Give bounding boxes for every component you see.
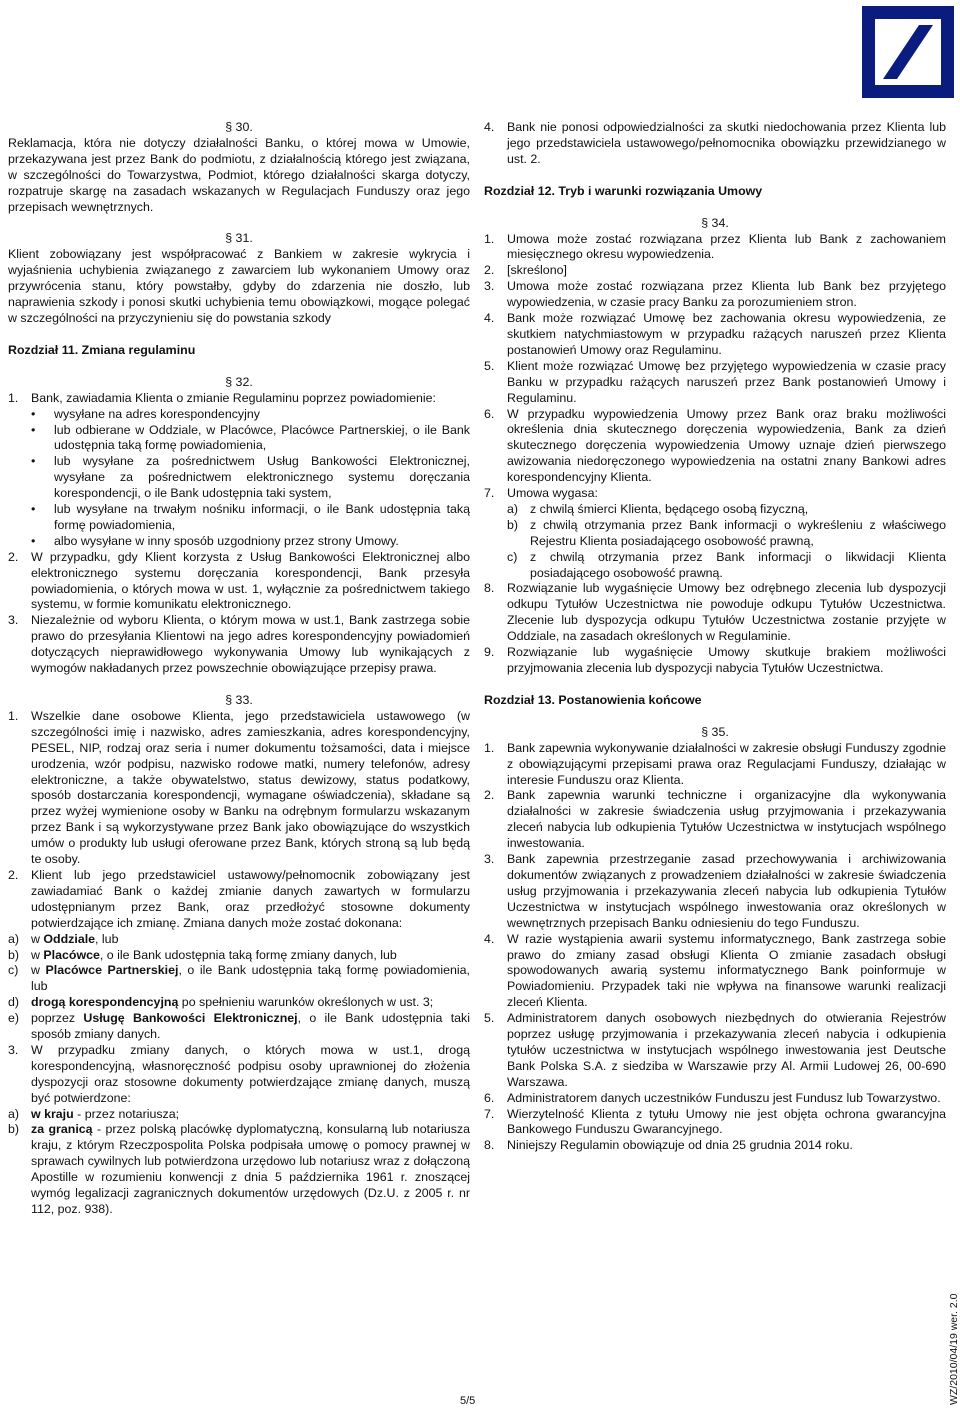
list-item: 3. Niezależnie od wyboru Klienta, o którym mowa w ust.1, Bank zastrzega sobie prawo do przesyłania Klientowi na jego adres korespondencyjny powiadomień dotyczących nieprawidłowego wykonywania Umowy lub wynikających z wymogów nakładanych przez powszechnie obowiązujące przepisy prawa. <box>8 613 470 676</box>
list-item: 1. Bank, zawiadamia Klienta o zmianie Regulaminu poprzez powiadomienie: <box>8 390 436 405</box>
sub-item: b) z chwilą otrzymania przez Bank informacji o wykreśleniu z właściwego Rejestru Klienta posiadającego osobowość prawną, <box>507 517 946 548</box>
list-item: 5. Administratorem danych osobowych niezbędnych do otwierania Rejestrów poprzez usługę przyjmowania i przekazywania zleceń nabycia i odkupienia tytułów uczestnictwa w instytucjach wspólnego inwestowania jest Deutsche Bank Polska S.A. z siedziba w Warszawie przy Al. Armii Ludowej 26, 00-690 Warszawa. <box>484 1011 946 1089</box>
chapter-13-heading: Rozdział 13. Postanowienia końcowe <box>484 692 702 707</box>
chapter-11-heading: Rozdział 11. Zmiana regulaminu <box>8 342 196 357</box>
list-item: 3. Bank zapewnia przestrzeganie zasad przechowywania i archiwizowania dokumentów związanych z prowadzeniem działalności w zakresie świadczenia usług przyjmowania i przekazywania zleceń nabycia lub odkupienia Tytułów Uczestnictwa w instytucjach wspólnego inwestowania oraz określonych w wewnętrznych przepisach Banku odniesieniu do tego Funduszu. <box>484 852 946 930</box>
list-item: 6. Administratorem danych uczestników Funduszu jest Fundusz lub Towarzystwo. <box>484 1090 941 1105</box>
list-item: 8. Rozwiązanie lub wygaśnięcie Umowy bez odrębnego zlecenia lub dyspozycji odkupu Tytułów Uczestnictwa nie powoduje odkupu Tytułów Uczestnictwa. Zlecenie lub dyspozycja odkupu Tytułów Uczestnictwa zostanie przyjęte w Oddziale, na zasadach określonych w Regulaminie. <box>484 581 946 644</box>
sub-item: c) w Placówce Partnerskiej, o ile Bank udostępnia taką formę powiadomienia, lub <box>8 963 470 994</box>
section-33-title: § 33. <box>225 693 253 707</box>
section-31-text: Klient zobowiązany jest współpracować z Bankiem w zakresie wykrycia i wyjaśnienia uchybienia związanego z zawarciem lub wykonaniem Umowy oraz przywrócenia stanu, który powstałby, gdyby do zdarzenia nie doszło, lub naprawienia szkody i ponosi skutki uchybienia temu obowiązkowi, mogące polegać w szczególności na przyczynieniu się do powstania szkody <box>8 247 470 325</box>
slash-icon <box>875 19 941 85</box>
sub-item: a) w kraju - przez notariusza; <box>8 1106 180 1121</box>
bullet-item: • lub wysyłane za pośrednictwem Usług Bankowości Elektronicznej, wysyłane za pośrednictwem elektronicznego systemu doręczania korespondencji, o ile Bank udostępnia taki system, <box>31 454 470 501</box>
section-32-title: § 32. <box>225 374 253 389</box>
list-item: 4. W razie wystąpienia awarii systemu informatycznego, Bank zastrzega sobie prawo do zmiany zasad obsługi Klienta O zmianie zasadach obsługi spowodowanych awarią systemu informatycznego Bank poinformuje w Powiadomieniu. Przypadek taki nie wpływa na finansowe warunki realizacji zleceń Klienta. <box>484 931 946 1010</box>
chapter-12-heading: Rozdział 12. Tryb i warunki rozwiązania Umowy <box>484 183 763 198</box>
page-number: 5/5 <box>460 1395 476 1407</box>
list-item: 1. Wszelkie dane osobowe Klienta, jego przedstawiciela ustawowego (w szczególności imię i nazwisko, adres zamieszkania, adres korespondencyjny, PESEL, NIP, rodzaj oraz seria i numer dokumentu tożsamości, data i miejsce urodzenia, wzór podpisu, nazwisko rodowe matki, numery telefonów, adresy elektroniczne, a także obywatelstwo, status dewizowy, status podatkowy, sposób dostarczania korespondencji, wymagane oświadczenia), składane są przez wyżej wymienione osoby w Banku na odrębnym formularzu wskazanym przez Bank i są wykorzystywane przez Bank jako obowiązujące do wszystkich umów o produkty lub usługi oferowane przez Bank, których stroną są lub będą te osoby. <box>8 708 470 867</box>
list-item: 4. Bank może rozwiązać Umowę bez zachowania okresu wypowiedzenia, ze skutkiem natychmiastowym w przypadku rażących naruszeń przez Klienta postanowień Umowy oraz Regulaminu. <box>484 311 946 357</box>
bullet-item: • wysyłane na adres korespondencyjny <box>31 406 260 421</box>
section-35-title: § 35. <box>701 724 729 739</box>
right-column <box>484 120 946 1154</box>
list-item: 2. W przypadku, gdy Klient korzysta z Usług Bankowości Elektronicznej albo elektronicznego systemu doręczania korespondencji, Bank przesyła powiadomienia, o których mowa w ust. 1, wyłącznie za pośrednictwem takiego systemu, w formie komunikatu elektronicznego. <box>8 549 470 612</box>
list-item: 5. Klient może rozwiązać Umowę bez przyjętego wypowiedzenia w czasie pracy Banku w przypadku rażących naruszeń przez Bank postanowień Umowy i Regulaminu. <box>484 358 946 405</box>
list-item: 4. Bank nie ponosi odpowiedzialności za skutki niedochowania przez Klienta lub jego przedstawiciela ustawowego/pełnomocnika obowiązku przewidzianego w ust. 2. <box>484 120 946 166</box>
version-label: WZ/2010/04/19 wer. 2.0 <box>948 1293 960 1405</box>
list-item: 7. Umowa wygasa: <box>484 486 598 501</box>
sub-item: a) w Oddziale, lub <box>8 931 119 946</box>
section-30-title: § 30. <box>225 120 253 134</box>
sub-item: b) w Placówce, o ile Bank udostępnia taką formę zmiany danych, lub <box>8 947 397 962</box>
bullet-item: • lub wysyłane na trwałym nośniku informacji, o ile Bank udostępnia taką formę powiadomienia, <box>31 502 470 532</box>
section-30-text: Reklamacja, która nie dotyczy działalności Banku, o której mowa w Umowie, przekazywana jest przez Bank do podmiotu, z działalnością którego jest związana, w szczególności do Towarzystwa, Podmiot, którego działalności skarga dotyczy, rozpatruje skargę na zasadach wskazanych w Regulacjach Funduszy oraz jego przepisach wewnętrznych. <box>8 135 470 214</box>
section-34-title: § 34. <box>701 215 729 230</box>
list-item: 3. Umowa może zostać rozwiązana przez Klienta lub Bank bez przyjętego wypowiedzenia, w czasie pracy Banku za porozumieniem stron. <box>484 279 946 310</box>
sub-item: c) z chwilą otrzymania przez Bank informacji o likwidacji Klienta posiadającego osobowość prawną. <box>507 549 946 580</box>
list-item: 2. Klient lub jego przedstawiciel ustawowy/pełnomocnik zobowiązany jest zawiadamiać Bank o każdej zmianie danych zawartych w formularzu udostępnianym przez Bank, oraz przedłożyć stosowne dokumenty potwierdzające ich zmianę. Zmiana danych może zostać dokonana: <box>8 867 470 930</box>
list-item: 9. Rozwiązanie lub wygaśnięcie Umowy skutkuje brakiem możliwości przyjmowania zlecenia lub dyspozycji nabycia Tytułów Uczestnictwa. <box>484 645 946 675</box>
sub-item: d) drogą korespondencyjną po spełnieniu warunków określonych w ust. 3; <box>8 995 434 1010</box>
list-item: 2. [skreślono] <box>484 263 567 278</box>
left-column <box>8 120 470 1218</box>
list-item: 7. Wierzytelność Klienta z tytułu Umowy nie jest objęta ochrona gwarancyjna Bankowego Funduszu Gwarancyjnego. <box>484 1106 946 1137</box>
sub-item: a) z chwilą śmierci Klienta, będącego osobą fizyczną, <box>507 501 809 516</box>
list-item: 2. Bank zapewnia warunki techniczne i organizacyjne dla wykonywania działalności w zakresie świadczenia usług przyjmowania i przekazywania zleceń nabycia lub odkupienia Tytułów Uczestnictwa w instytucjach wspólnego inwestowania. <box>484 788 946 851</box>
bullet-item: • lub odbierane w Oddziale, w Placówce, Placówce Partnerskiej, o ile Bank udostępnia taką formę powiadomienia, <box>31 422 470 453</box>
list-item: 1. Bank zapewnia wykonywanie działalności w zakresie obsługi Funduszy zgodnie z obowiązującymi przepisami prawa oraz Regulacjami Funduszy, działając w interesie Funduszu oraz Klienta. <box>484 740 946 787</box>
list-item: 1. Umowa może zostać rozwiązana przez Klienta lub Bank z zachowaniem miesięcznego okresu wypowiedzenia. <box>484 231 946 262</box>
list-item: 3. W przypadku zmiany danych, o których mowa w ust.1, drogą korespondencyjną, własnoręczność podpisu osoby uprawnionej do złożenia dyspozycji oraz stosowne dokumenty potwierdzające zmianę danych, muszą być potwierdzone: <box>8 1042 470 1105</box>
list-item: 8. Niniejszy Regulamin obowiązuje od dnia 25 grudnia 2014 roku. <box>484 1138 853 1153</box>
sub-item: b) za granicą - przez polską placówkę dyplomatyczną, konsularną lub notariusza kraju, z którym Rzeczpospolita Polska podpisała umowę o pomocy prawnej w sprawach cywilnych lub potwierdzona urzędowo lub notariusz wraz z dołączoną Apostille w rozumieniu konwencji z dnia 5 października 1961 r. znoszącej wymóg legalizacji zagranicznych dokumentów urzędowych (Dz.U. z 2005 r. nr 112, poz. 938). <box>8 1122 471 1216</box>
section-31-title: § 31. <box>225 231 253 246</box>
list-item: 6. W przypadku wypowiedzenia Umowy przez Bank oraz braku możliwości określenia dnia skutecznego doręczenia wypowiedzenia, Bank za dzień skutecznego doręczenia wypowiedzenia Umowy uznaje dzień pierwszego awizowania niedoręczonego wypowiedzenia na ostatni znany Bankowi adres korespondencyjny Klienta. <box>484 406 946 485</box>
deutsche-bank-logo <box>862 6 954 98</box>
sub-item: e) poprzez Usługę Bankowości Elektronicznej, o ile Bank udostępnia taki sposób zmiany danych. <box>8 1011 470 1042</box>
bullet-item: • albo wysyłane w inny sposób uzgodniony przez strony Umowy. <box>31 533 399 548</box>
